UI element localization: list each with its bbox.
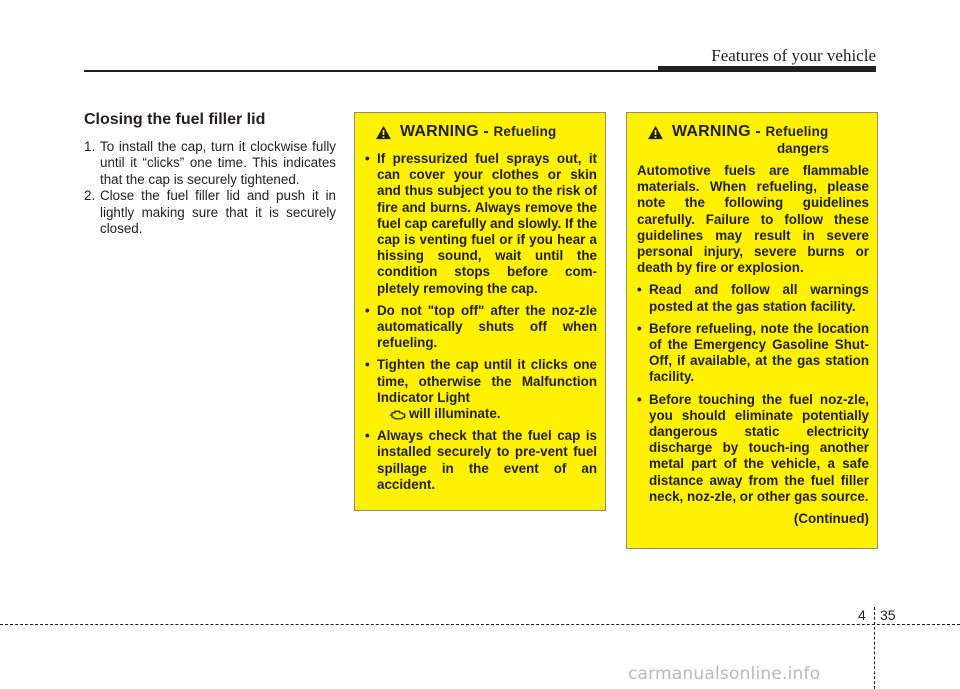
left-column: [84, 111, 336, 237]
warning-refueling-dangers-box: [626, 112, 878, 549]
warning-list: [637, 282, 869, 505]
footer-divider: [874, 607, 875, 689]
warning-item: • Before refueling, note the location of the Emergency Gasoline Shut-Off, if available, at the gas station facility.: [637, 320, 869, 385]
warning-item: • Do not "top off" after the noz-zle automatically shuts off when refueling.: [365, 302, 597, 351]
watermark: carmanualsonline.info: [628, 664, 821, 684]
step-text: Close the fuel filler lid and push it in lightly making sure that it is securely closed.: [100, 188, 336, 237]
warning-heading: [637, 123, 869, 159]
continued-label: (Continued): [793, 511, 869, 527]
warning-triangle-icon: [647, 125, 664, 140]
warning-item: • Tighten the cap until it clicks one time, otherwise the Malfunction Indicator Light will illuminate.: [365, 357, 597, 422]
warning-item: • Before touching the fuel noz-zle, you should eliminate potentially dangerous static electricity discharge by touch-ing another metal part of the vehicle, a safe distance away from the fuel filler neck, noz-zle, or other gas source.: [637, 391, 869, 504]
page-number: 35: [880, 607, 896, 623]
warning-item: • Read and follow all warnings posted at the gas station facility.: [637, 282, 869, 314]
step-number: 1.: [84, 139, 96, 154]
warning-label: WARNING - Refueling: [400, 123, 557, 140]
warning-item: • If pressurized fuel sprays out, it can cover your clothes or skin and thus subject you to the risk of fire and burns. Always remove the fuel cap carefully and slowly. If the cap is venting fuel or if you hear a hissing sound, wait until the condition stops before com-pletely removing the cap.: [365, 151, 598, 296]
warning-subject-line2: dangers: [777, 141, 830, 156]
check-engine-icon: [389, 409, 407, 421]
step-item: [84, 139, 336, 188]
warning-triangle-icon: [375, 125, 392, 140]
chapter-number: 4: [858, 607, 866, 623]
warning-intro: Automotive fuels are flammable materials. When refueling, please note the following guidelines carefully. Failure to follow these guidelines may result in severe personal injury, severe burns or death by fire or explosion.: [637, 163, 869, 276]
warning-subject: Refueling: [765, 124, 829, 139]
footer-rule: [0, 624, 960, 625]
warning-list: [365, 151, 597, 493]
step-number: 2.: [84, 188, 96, 204]
step-item: [84, 188, 336, 237]
section-title: Closing the fuel filler lid: [84, 111, 266, 128]
steps-list: [84, 139, 336, 237]
running-header: Features of your vehicle: [711, 46, 876, 65]
warning-refueling-box: [354, 112, 606, 511]
warning-label: WARNING - Refueling: [672, 123, 829, 140]
warning-subject: Refueling: [493, 124, 557, 139]
step-text: To install the cap, turn it clockwise fully until it “clicks” one time. This indicates that the cap is securely tightened.: [100, 139, 336, 187]
warning-heading: [365, 123, 597, 147]
warning-item: • Always check that the fuel cap is installed securely to pre-vent fuel spillage in the event of an accident.: [365, 428, 597, 492]
header-rule-accent: [658, 66, 876, 72]
